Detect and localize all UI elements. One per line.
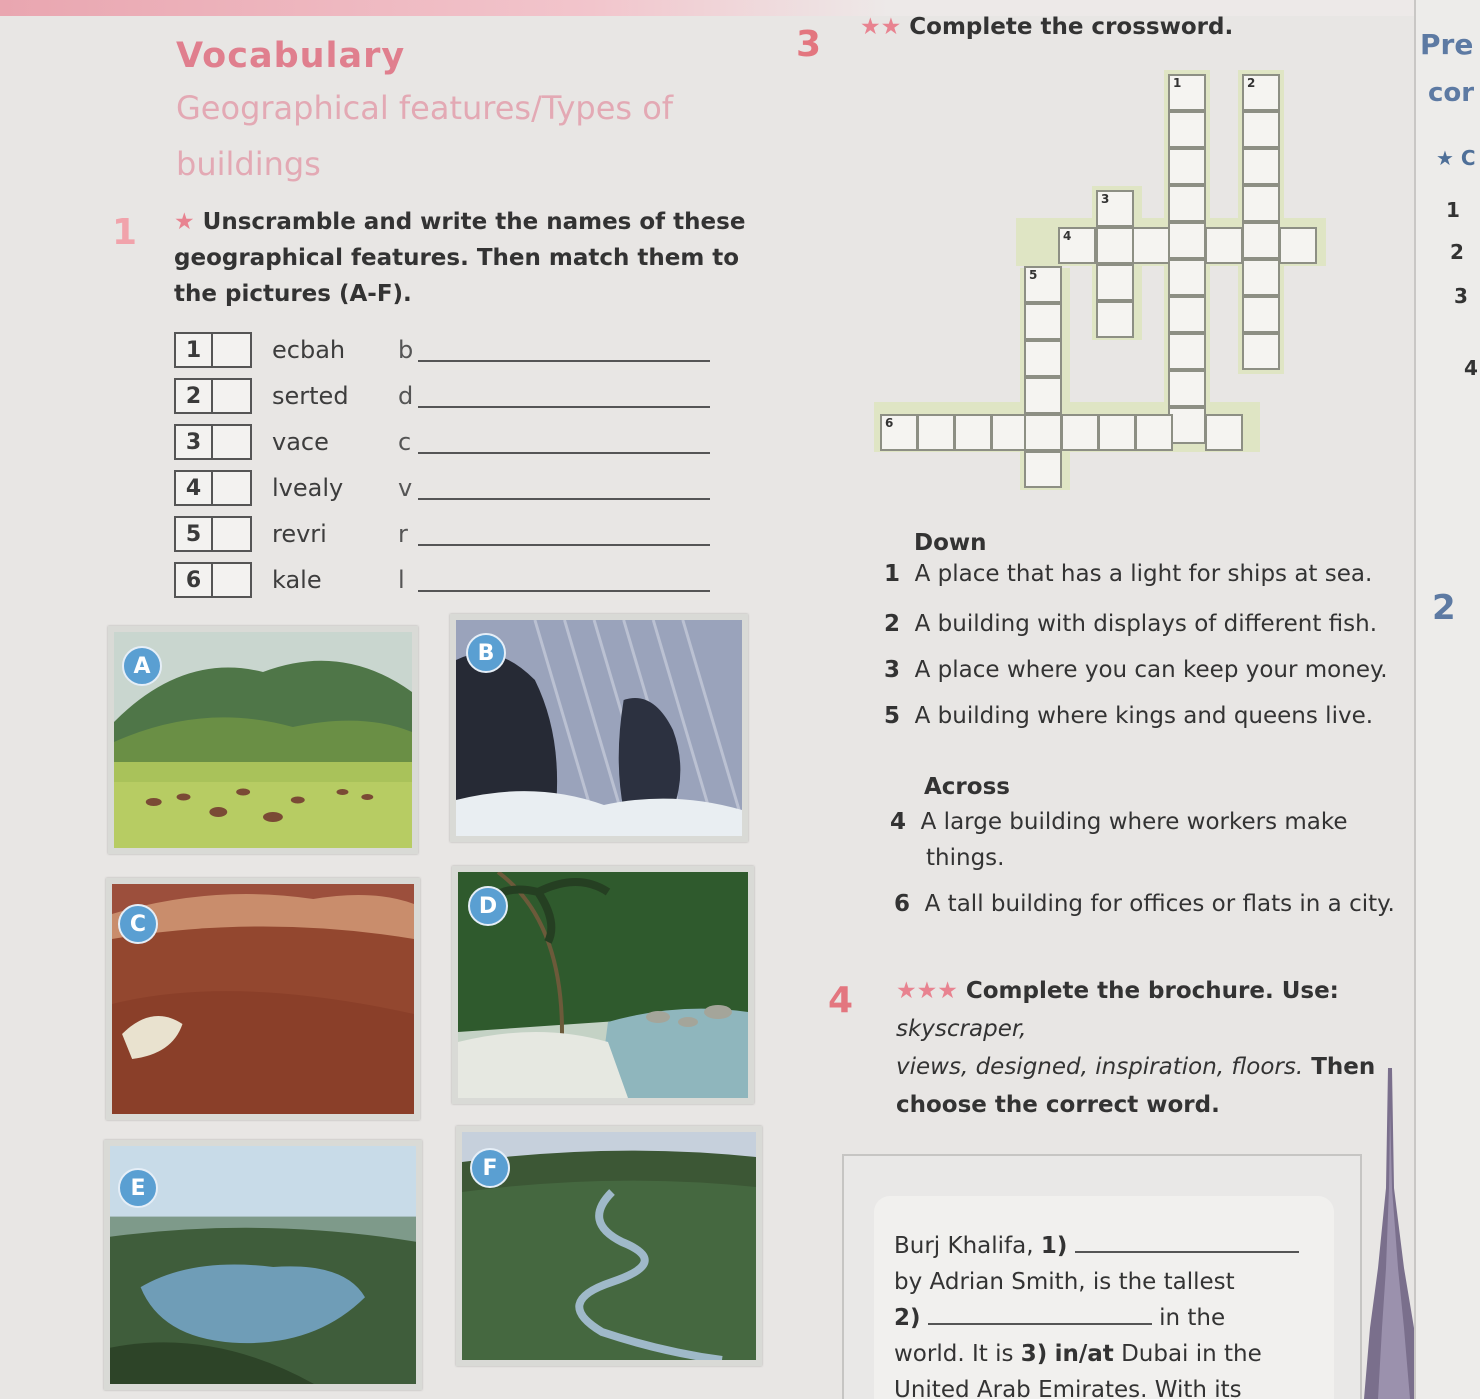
row-number: 4	[174, 470, 213, 506]
scrambled-word: vace	[272, 428, 329, 456]
star-icon: ★	[174, 209, 195, 235]
brochure-line-2: by Adrian Smith, is the tallest	[894, 1269, 1235, 1295]
section-heading: Vocabulary	[176, 36, 406, 76]
answer-line[interactable]	[418, 384, 710, 408]
crossword-cell[interactable]	[1061, 414, 1099, 451]
picture-label-d: D	[468, 886, 508, 926]
crossword-cell[interactable]	[1096, 264, 1134, 301]
word-bank: skyscraper,	[896, 1016, 1027, 1042]
crossword-cell[interactable]	[1132, 227, 1170, 264]
row-number: 6	[174, 562, 213, 598]
first-letter-hint: l	[398, 566, 405, 594]
unscramble-row	[174, 332, 734, 368]
crossword-cell[interactable]	[1242, 259, 1280, 296]
unscramble-row	[174, 516, 734, 552]
row-number: 3	[174, 424, 213, 460]
clue-number: 3	[884, 657, 901, 683]
picture-label-b: B	[466, 633, 506, 673]
down-clue	[884, 606, 1414, 642]
crossword-cell[interactable]	[1024, 340, 1062, 377]
crossword-cell[interactable]	[1242, 111, 1280, 148]
exercise-1-instruction-text: Unscramble and write the names of these geographical features. Then match them to the pictures (A-F).	[174, 209, 746, 307]
across-clue	[890, 804, 1410, 876]
answer-letter-box[interactable]	[213, 562, 252, 598]
first-letter-hint: c	[398, 428, 412, 456]
crossword-cell[interactable]	[1024, 451, 1062, 488]
brochure-line-5: United Arab Emirates. With its	[894, 1377, 1242, 1399]
crossword-cell[interactable]	[1096, 190, 1134, 227]
clue-number: 1	[884, 561, 901, 587]
brochure-text	[894, 1228, 1324, 1399]
answer-line[interactable]	[418, 338, 710, 362]
stars-icon: ★★★	[896, 978, 958, 1004]
next-page-subheading: cor	[1428, 78, 1475, 108]
unscramble-row	[174, 562, 734, 598]
crossword-cell[interactable]	[1242, 148, 1280, 185]
scrambled-word: revri	[272, 520, 327, 548]
exercise-1-number: 1	[112, 212, 138, 253]
choice-number: 3)	[1020, 1341, 1048, 1367]
down-clue	[884, 652, 1414, 688]
scrambled-word: serted	[272, 382, 349, 410]
answer-letter-box[interactable]	[213, 424, 252, 460]
unscramble-row	[174, 470, 734, 506]
crossword-cell[interactable]	[1024, 414, 1062, 451]
blank-number: 1)	[1040, 1233, 1068, 1259]
crossword-cell[interactable]	[1168, 74, 1206, 111]
clue-number: 6	[894, 891, 911, 917]
crossword-cell[interactable]	[1096, 301, 1134, 338]
crossword-cell[interactable]	[1205, 227, 1243, 264]
row-number: 1	[174, 332, 213, 368]
clue-number: 4	[890, 809, 907, 835]
clue-number: 1	[1173, 76, 1182, 90]
next-page-number: 3	[1454, 284, 1468, 308]
next-page-number: 1	[1446, 198, 1460, 222]
first-letter-hint: v	[398, 474, 413, 502]
crossword-cell[interactable]	[1168, 370, 1206, 407]
brochure-line-4-end: Dubai in the	[1121, 1341, 1262, 1367]
answer-line[interactable]	[418, 568, 710, 592]
answer-blank[interactable]	[928, 1305, 1152, 1325]
next-page-number: 2	[1450, 240, 1464, 264]
clue-text: A building where kings and queens live.	[914, 703, 1374, 729]
crossword-cell[interactable]	[1168, 259, 1206, 296]
crossword-cell[interactable]	[1242, 185, 1280, 222]
instruction-start: Complete the brochure. Use:	[965, 978, 1339, 1004]
crossword-cell[interactable]	[1168, 185, 1206, 222]
crossword-cell[interactable]	[1205, 414, 1243, 451]
clue-text: A tall building for offices or flats in a city.	[924, 891, 1395, 917]
crossword-cell[interactable]	[1024, 266, 1062, 303]
answer-letter-box[interactable]	[213, 332, 252, 368]
across-heading: Across	[924, 774, 1010, 800]
clue-number: 6	[885, 416, 894, 430]
next-page-number: 4	[1464, 356, 1478, 380]
scrambled-word: kale	[272, 566, 322, 594]
section-subheading	[176, 80, 696, 192]
scrambled-word: ecbah	[272, 336, 346, 364]
crossword-cell[interactable]	[1168, 296, 1206, 333]
down-heading: Down	[914, 530, 987, 556]
clue-number: 2	[884, 611, 901, 637]
subheading-line-2: buildings	[176, 145, 321, 183]
next-page-heading: Pre	[1420, 28, 1474, 61]
clue-text: A building with displays of different fish.	[914, 611, 1378, 637]
crossword-grid	[874, 68, 1324, 508]
first-letter-hint: d	[398, 382, 414, 410]
answer-letter-box[interactable]	[213, 470, 252, 506]
row-number: 2	[174, 378, 213, 414]
clue-number: 3	[1101, 192, 1110, 206]
instruction-then: Then	[1311, 1054, 1376, 1080]
crossword-cell[interactable]	[880, 414, 918, 451]
crossword-cell[interactable]	[1024, 303, 1062, 340]
brochure-line-1: Burj Khalifa,	[894, 1233, 1034, 1259]
exercise-3-instruction	[860, 14, 1233, 40]
first-letter-hint: b	[398, 336, 414, 364]
clue-number: 2	[1247, 76, 1256, 90]
exercise-4-number: 4	[828, 980, 854, 1021]
crossword-cell[interactable]	[1168, 148, 1206, 185]
crossword-cell[interactable]	[1242, 296, 1280, 333]
picture-label-f: F	[470, 1148, 510, 1188]
crossword-cell[interactable]	[1168, 333, 1206, 370]
crossword-cell[interactable]	[1098, 414, 1136, 451]
crossword-cell[interactable]	[954, 414, 992, 451]
picture-label-a: A	[122, 646, 162, 686]
blank-number: 2)	[894, 1305, 921, 1331]
down-clue	[884, 556, 1414, 592]
crossword-cell[interactable]	[1058, 227, 1096, 264]
unscramble-row	[174, 378, 734, 414]
crossword-cell[interactable]	[1168, 111, 1206, 148]
crossword-cell[interactable]	[1242, 222, 1280, 259]
crossword-cell[interactable]	[1168, 222, 1206, 259]
answer-line[interactable]	[418, 476, 710, 500]
unscramble-row	[174, 424, 734, 460]
exercise-1-instruction	[174, 204, 754, 312]
page-top-band	[0, 0, 1480, 16]
picture-label-e: E	[118, 1168, 158, 1208]
next-page-star: ★ C	[1436, 146, 1476, 170]
clue-text: A place where you can keep your money.	[914, 657, 1388, 683]
crossword-cell[interactable]	[1279, 227, 1317, 264]
next-page-exercise-number: 2	[1432, 588, 1456, 628]
crossword-cell[interactable]	[917, 414, 955, 451]
instruction-end: choose the correct word.	[896, 1092, 1220, 1118]
clue-number: 4	[1063, 229, 1072, 243]
crossword-cell[interactable]	[1168, 407, 1206, 444]
crossword-cell[interactable]	[1242, 74, 1280, 111]
clue-number: 5	[884, 703, 901, 729]
picture-label-c: C	[118, 904, 158, 944]
answer-letter-box[interactable]	[213, 516, 252, 552]
brochure-line-4: world. It is	[894, 1341, 1014, 1367]
clue-text-continued: things.	[926, 845, 1005, 871]
crossword-cell[interactable]	[1135, 414, 1173, 451]
down-clue	[884, 698, 1414, 734]
word-choice[interactable]: in/at	[1054, 1341, 1114, 1367]
crossword-cell[interactable]	[1024, 377, 1062, 414]
answer-letter-box[interactable]	[213, 378, 252, 414]
subheading-line-1: Geographical features/Types of	[176, 89, 674, 127]
first-letter-hint: r	[398, 520, 408, 548]
crossword-cell[interactable]	[1096, 227, 1134, 264]
answer-line[interactable]	[418, 430, 710, 454]
answer-line[interactable]	[418, 522, 710, 546]
word-bank: views, designed, inspiration, floors.	[896, 1054, 1304, 1080]
exercise-3-number: 3	[796, 24, 822, 65]
stars-icon: ★★	[860, 14, 902, 40]
brochure-line-3: in the	[1159, 1305, 1226, 1331]
across-clue	[894, 886, 1434, 922]
answer-blank[interactable]	[1075, 1233, 1299, 1253]
clue-text: A large building where workers make	[920, 809, 1348, 835]
clue-text: A place that has a light for ships at sea.	[914, 561, 1373, 587]
row-number: 5	[174, 516, 213, 552]
scrambled-word: lvealy	[272, 474, 344, 502]
crossword-cell[interactable]	[1242, 333, 1280, 370]
exercise-3-instruction-text: Complete the crossword.	[909, 14, 1234, 40]
clue-number: 5	[1029, 268, 1038, 282]
